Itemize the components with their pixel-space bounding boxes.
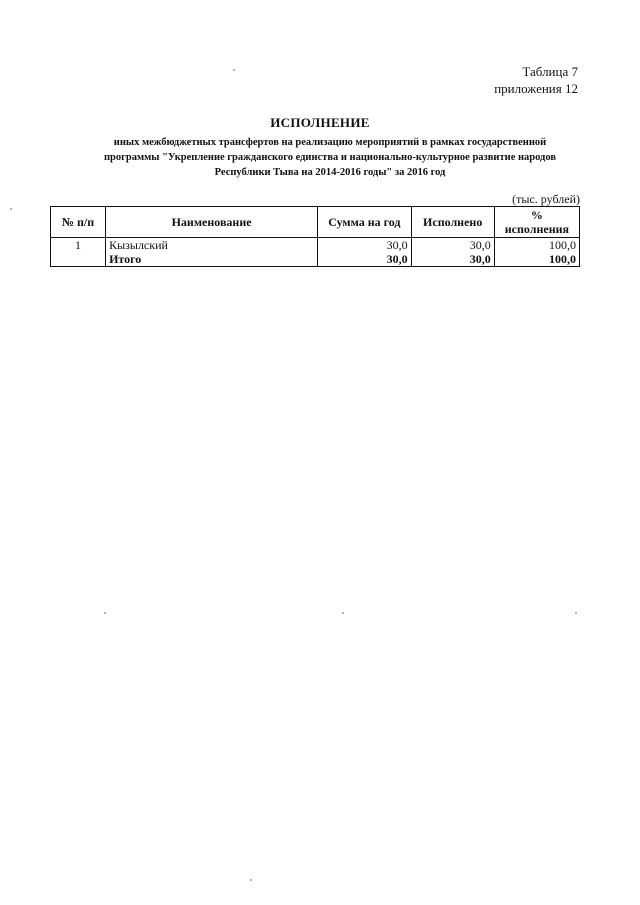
cell-percent: 100,0 bbox=[494, 238, 579, 253]
document-title: ИСПОЛНЕНИЕ bbox=[270, 115, 370, 130]
total-annual-sum: 30,0 bbox=[318, 252, 412, 267]
table-number: Таблица 7 bbox=[522, 64, 578, 79]
scan-speck bbox=[575, 612, 577, 614]
header-percent-sign: % bbox=[530, 208, 543, 222]
total-percent: 100,0 bbox=[494, 252, 579, 267]
header-executed: Исполнено bbox=[411, 207, 494, 238]
scan-speck bbox=[104, 612, 106, 614]
subtitle-line-3: Республики Тыва на 2014-2016 годы" за 2016 год bbox=[214, 167, 446, 178]
execution-table bbox=[50, 206, 580, 267]
cell-name: Кызылский bbox=[106, 238, 318, 253]
cell-executed: 30,0 bbox=[411, 238, 494, 253]
appendix-number: приложения 12 bbox=[494, 81, 578, 96]
header-percent-label: исполнения bbox=[504, 222, 570, 236]
units-label: (тыс. рублей) bbox=[512, 192, 580, 206]
header-number: № п/п bbox=[51, 207, 106, 238]
total-executed: 30,0 bbox=[411, 252, 494, 267]
cell-annual-sum: 30,0 bbox=[318, 238, 412, 253]
scan-speck bbox=[10, 208, 12, 210]
total-number bbox=[51, 252, 106, 267]
scan-speck bbox=[342, 612, 344, 614]
document-subtitle bbox=[60, 135, 600, 180]
header-percent bbox=[494, 207, 579, 238]
header-annual-sum: Сумма на год bbox=[318, 207, 412, 238]
table-total-row bbox=[51, 252, 580, 267]
total-label: Итого bbox=[106, 252, 318, 267]
table-reference bbox=[494, 63, 578, 97]
table-header-row bbox=[51, 207, 580, 238]
scan-speck bbox=[250, 879, 252, 881]
header-name: Наименование bbox=[106, 207, 318, 238]
subtitle-line-1: иных межбюджетных трансфертов на реализацию мероприятий в рамках государственной bbox=[113, 137, 547, 148]
table-row bbox=[51, 238, 580, 253]
cell-number: 1 bbox=[51, 238, 106, 253]
scan-speck bbox=[233, 69, 235, 71]
subtitle-line-2: программы "Укрепление гражданского единства и национально-культурное развитие народов bbox=[103, 152, 557, 163]
